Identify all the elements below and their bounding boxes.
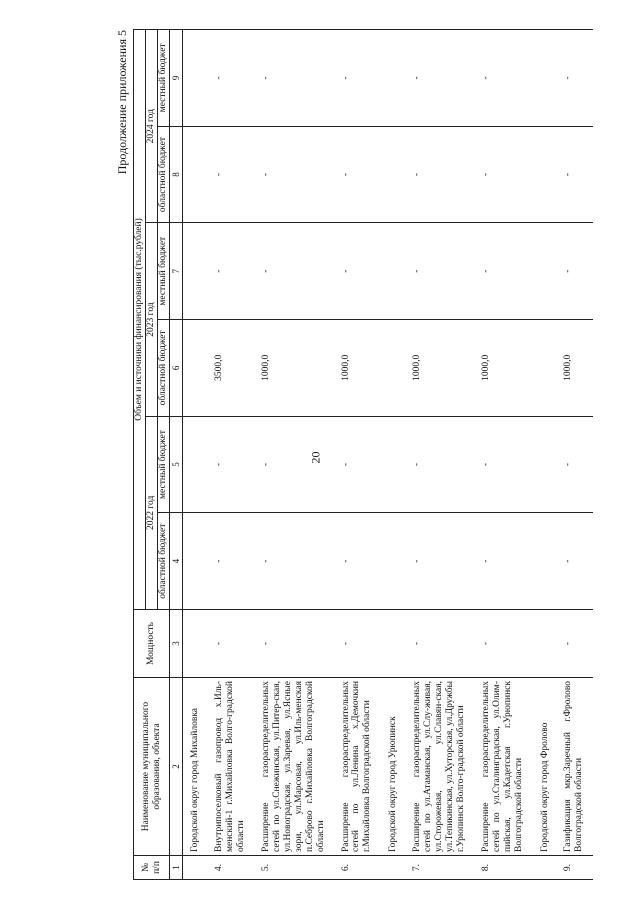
capacity-cell: - <box>475 610 533 678</box>
section-row <box>381 29 406 879</box>
capacity-cell: - <box>406 610 475 678</box>
section-row <box>533 29 558 879</box>
column-index: 5 <box>170 416 183 513</box>
capacity-cell: - <box>208 610 255 678</box>
table-row <box>557 29 593 879</box>
row-number: 4. <box>208 856 255 880</box>
header-regional-budget: областной бюджет <box>158 126 170 223</box>
column-index: 8 <box>170 126 183 223</box>
table-row <box>208 29 255 879</box>
table-row <box>406 29 475 879</box>
value-cell: - <box>335 29 382 126</box>
value-cell: - <box>335 223 382 320</box>
value-cell: - <box>557 416 593 513</box>
object-name: Внутрипоселковый газопровод х.Иль-менский-1 г.Михайловка Волго-градской области <box>208 678 255 856</box>
header-year-2023: 2023 год <box>146 223 158 416</box>
header-local-budget: местный бюджет <box>158 29 170 126</box>
value-cell: - <box>255 416 335 513</box>
header-local-budget: местный бюджет <box>158 416 170 513</box>
header-name: Наименование муниципального образования, объекта <box>134 678 170 856</box>
value-cell: 1000,0 <box>475 320 533 417</box>
header-regional-budget: областной бюджет <box>158 513 170 610</box>
value-cell: - <box>208 223 255 320</box>
value-cell: - <box>255 29 335 126</box>
value-cell: - <box>335 416 382 513</box>
object-name: Расширение газораспределительных сетей по ул.Ленина х.Демочкин г.Михайловка Волгоградской области <box>335 678 382 856</box>
column-index: 3 <box>170 610 183 678</box>
value-cell: - <box>475 223 533 320</box>
value-cell: 1000,0 <box>255 320 335 417</box>
header-local-budget: местный бюджет <box>158 223 170 320</box>
value-cell: - <box>406 513 475 610</box>
row-number: 6. <box>335 856 382 880</box>
value-cell: - <box>335 513 382 610</box>
value-cell: - <box>475 416 533 513</box>
header-funding: Объем и источники финансирования (тыс.рублей) <box>134 29 146 609</box>
value-cell: 1000,0 <box>406 320 475 417</box>
column-index: 2 <box>170 678 183 856</box>
object-name: Газификация мкр.Заречный г.Фролово Волгоградской области <box>557 678 593 856</box>
funding-table <box>133 29 593 880</box>
row-number: 7. <box>406 856 475 880</box>
capacity-cell: - <box>557 610 593 678</box>
column-index: 7 <box>170 223 183 320</box>
value-cell: 1000,0 <box>557 320 593 417</box>
column-index: 6 <box>170 320 183 417</box>
value-cell: - <box>335 126 382 223</box>
value-cell: - <box>255 513 335 610</box>
value-cell: - <box>406 223 475 320</box>
value-cell: - <box>475 126 533 223</box>
value-cell: - <box>208 126 255 223</box>
section-row <box>183 29 208 879</box>
value-cell: - <box>475 29 533 126</box>
column-index: 1 <box>170 856 183 880</box>
table-row <box>335 29 382 879</box>
capacity-cell: - <box>335 610 382 678</box>
section-name: Городской округ город Урюпинск <box>381 678 406 856</box>
page-number: 20 <box>308 451 323 464</box>
value-cell: - <box>406 126 475 223</box>
value-cell: 3500,0 <box>208 320 255 417</box>
value-cell: - <box>208 513 255 610</box>
row-number: 9. <box>557 856 593 880</box>
table-body <box>183 29 593 879</box>
section-name: Городской округ город Фролово <box>533 678 558 856</box>
object-name: Расширение газораспределительных сетей по ул.Снежинская, ул.Питер-ская, ул.Новоградская, ул.Заревая, ул.Ясные зори, ул.Марсовая, ул.Иль-менская п.Себрово г.Михайловка Волгоградской области <box>255 678 335 856</box>
value-cell: - <box>406 29 475 126</box>
value-cell: - <box>557 126 593 223</box>
column-index: 9 <box>170 29 183 126</box>
value-cell: - <box>475 513 533 610</box>
value-cell: - <box>208 29 255 126</box>
value-cell: - <box>557 29 593 126</box>
value-cell: - <box>208 416 255 513</box>
column-index: 4 <box>170 513 183 610</box>
value-cell: - <box>406 416 475 513</box>
value-cell: 1000,0 <box>335 320 382 417</box>
capacity-cell: - <box>255 610 335 678</box>
value-cell: - <box>255 223 335 320</box>
object-name: Расширение газораспределительных сетей по ул.Атаманская, ул.Слу-живая, ул.Сторожевая, ул.Славян-ская, ул.Тепикинская, ул.Хуторская, ул.Дружбы г.Урюпинск Волго-градской области <box>406 678 475 856</box>
rotated-sheet <box>115 30 585 880</box>
header-year-2022: 2022 год <box>146 416 158 609</box>
table-row <box>475 29 533 879</box>
value-cell: - <box>557 513 593 610</box>
row-number: 8. <box>475 856 533 880</box>
table-row <box>255 29 335 879</box>
section-name: Городской округ город Михайловка <box>183 678 208 856</box>
value-cell: - <box>255 126 335 223</box>
object-name: Расширение газораспределительных сетей по ул.Сталинградская, ул.Олим-пийская, ул.Кадетская г.Урюпинск Волгоградской области <box>475 678 533 856</box>
row-number: 5. <box>255 856 335 880</box>
header-regional-budget: областной бюджет <box>158 320 170 417</box>
header-year-2024: 2024 год <box>146 29 158 222</box>
header-num: № п/п <box>134 856 170 880</box>
continuation-label: Продолжение приложения 5 <box>115 30 129 175</box>
header-capacity: Мощность <box>134 610 170 678</box>
value-cell: - <box>557 223 593 320</box>
